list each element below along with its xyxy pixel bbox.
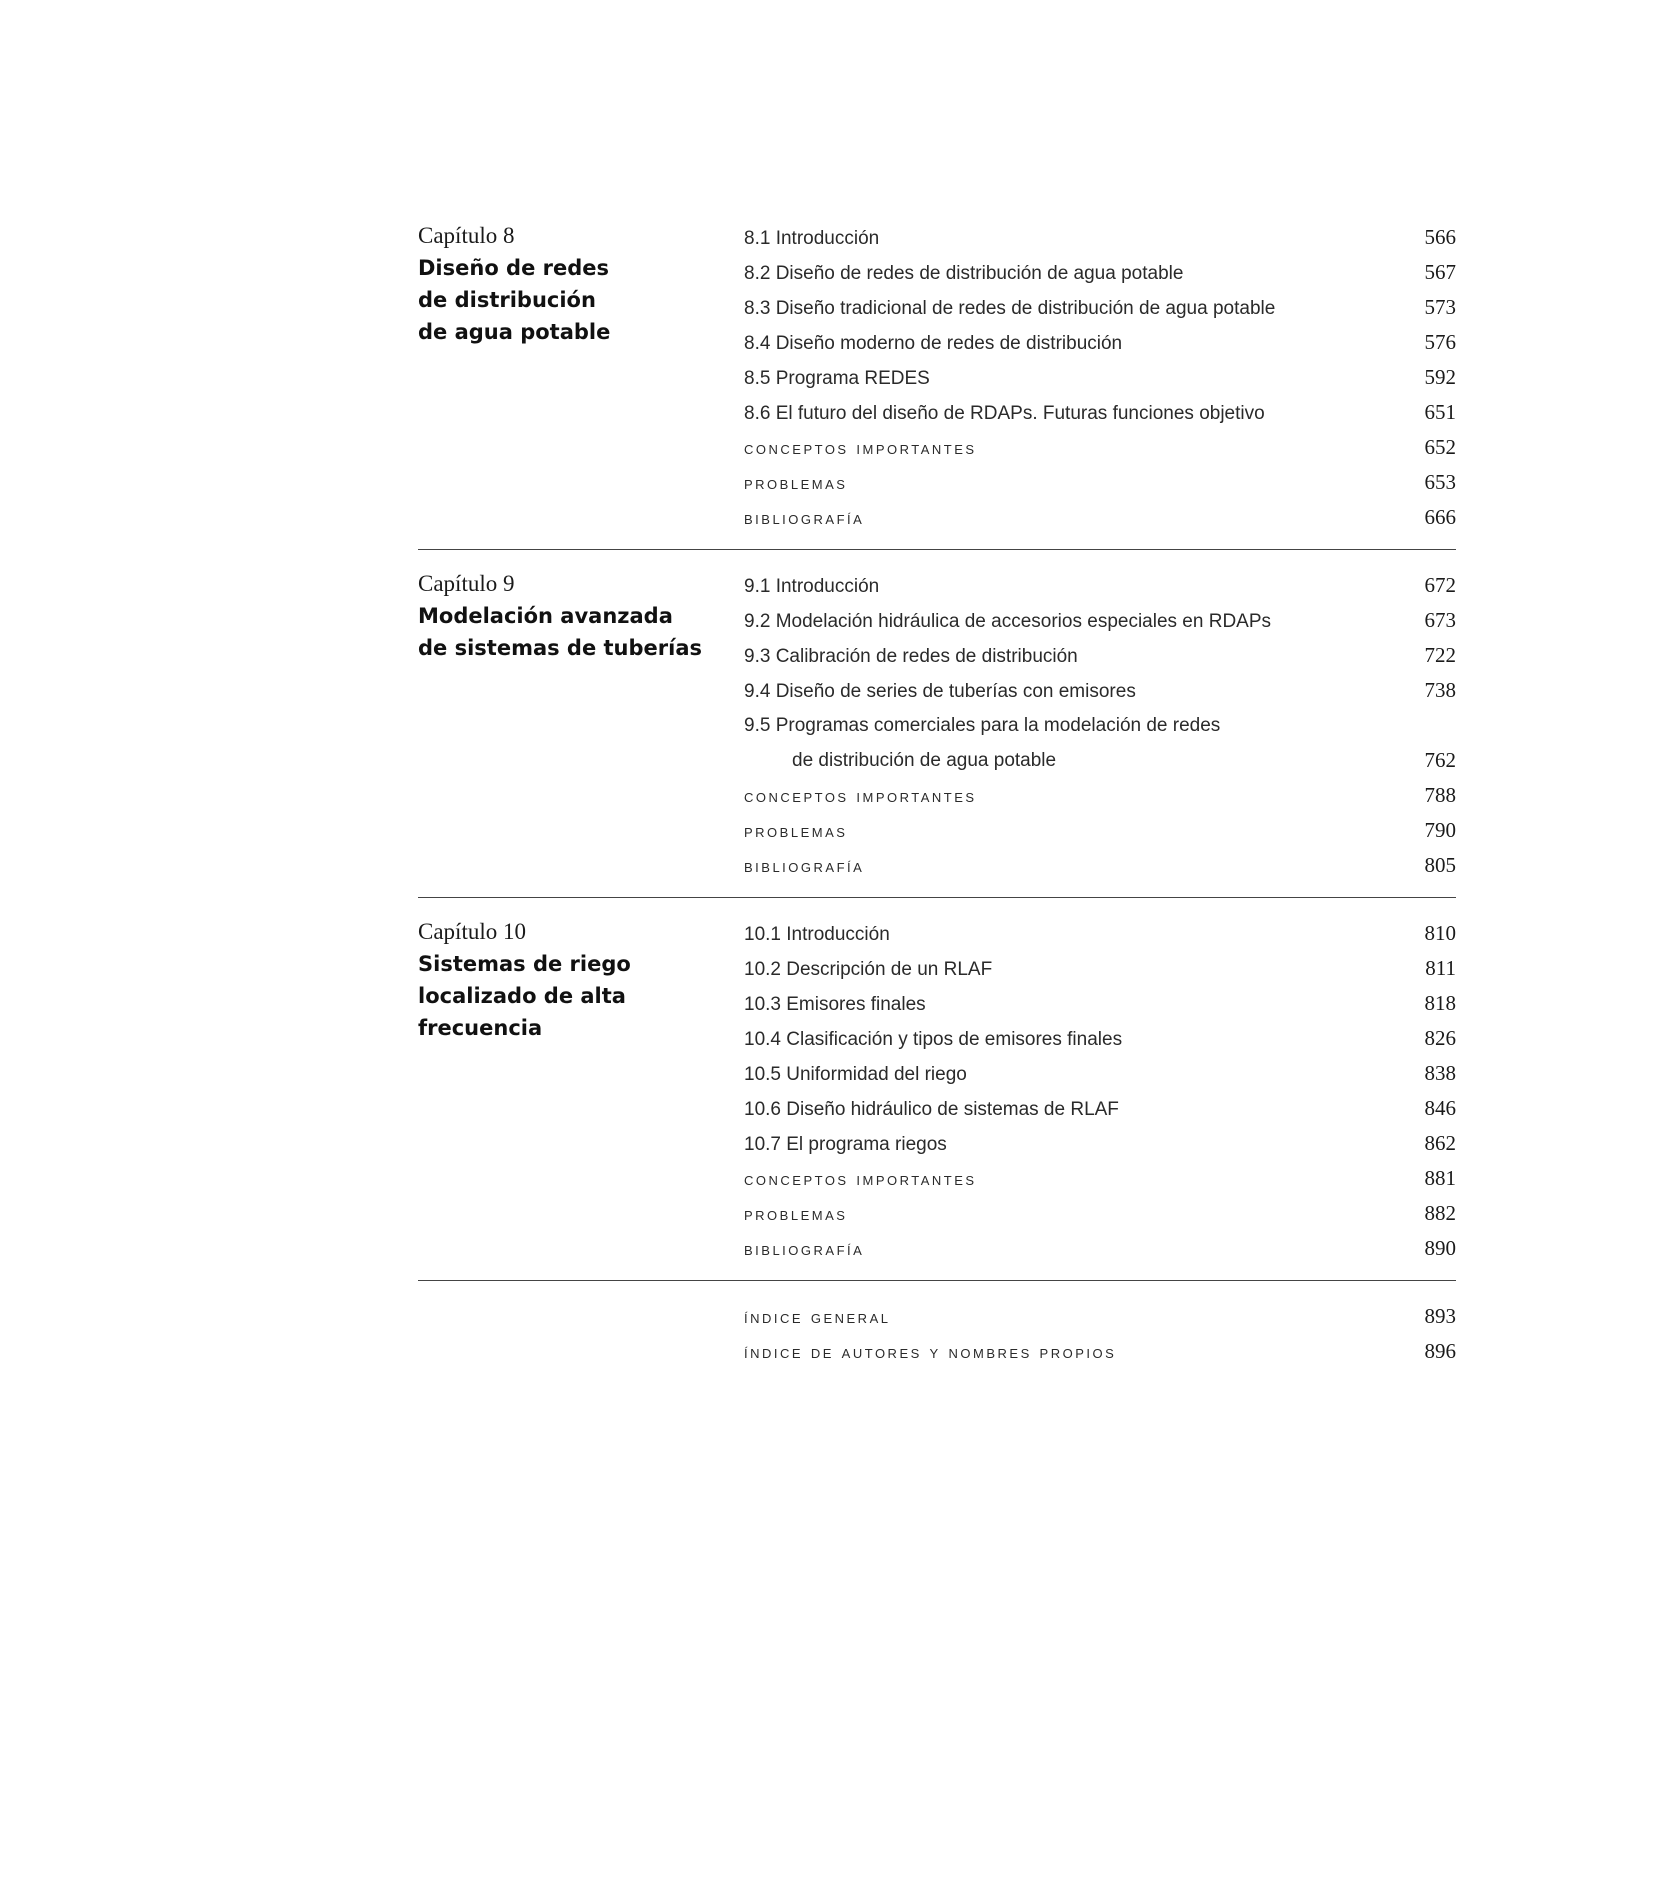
entry-title-block	[744, 708, 1220, 778]
toc-entry[interactable]	[744, 673, 1456, 708]
page-number: 673	[1424, 608, 1456, 632]
chapter-entries	[744, 220, 1456, 535]
chapter-title-line: de sistemas de tuberías	[418, 636, 703, 660]
toc-entry[interactable]	[744, 603, 1456, 638]
page-number: 882	[1424, 1201, 1456, 1225]
toc-entry[interactable]	[744, 1021, 1456, 1056]
entry-title: conceptos importantes	[744, 438, 977, 459]
toc-entry-conceptos[interactable]	[744, 1161, 1456, 1196]
toc-entry[interactable]	[744, 916, 1456, 951]
toc-entry-bibliografia[interactable]	[744, 848, 1456, 883]
entry-title: 8.5 Programa REDES	[744, 368, 930, 389]
entry-title: 9.3 Calibración de redes de distribución	[744, 646, 1078, 667]
chapter-title-line: frecuencia	[418, 1016, 543, 1040]
page-number: 862	[1424, 1131, 1456, 1155]
entry-title: 8.6 El futuro del diseño de RDAPs. Futuras funciones objetivo	[744, 403, 1265, 424]
page-number: 652	[1424, 435, 1456, 459]
toc-entry[interactable]	[744, 1056, 1456, 1091]
toc-entry-indice-general[interactable]	[744, 1299, 1456, 1334]
page-number: 826	[1424, 1026, 1456, 1050]
page-number: 810	[1424, 921, 1456, 945]
page-number: 762	[1424, 748, 1456, 772]
chapter-heading	[418, 220, 744, 535]
toc-entry-conceptos[interactable]	[744, 778, 1456, 813]
entry-title: 10.7 El programa riegos	[744, 1134, 947, 1155]
page-number: 651	[1424, 400, 1456, 424]
toc-entry[interactable]	[744, 220, 1456, 255]
page-number: 890	[1424, 1236, 1456, 1260]
toc-entry[interactable]	[744, 951, 1456, 986]
entry-title: bibliografía	[744, 508, 865, 529]
entry-title: 9.5 Programas comerciales para la modelación de redes	[744, 715, 1221, 736]
chapter-title-line: Modelación avanzada	[418, 604, 673, 628]
toc-entry-bibliografia[interactable]	[744, 500, 1456, 535]
page-number: 893	[1424, 1304, 1456, 1328]
entry-title: 8.2 Diseño de redes de distribución de agua potable	[744, 263, 1184, 284]
page-number: 666	[1424, 505, 1456, 529]
chapter-label: Capítulo 9	[418, 571, 515, 596]
entry-title-continuation: de distribución de agua potable	[792, 750, 1057, 771]
toc-entry[interactable]	[744, 255, 1456, 290]
toc-entry[interactable]	[744, 360, 1456, 395]
page-number: 881	[1424, 1166, 1456, 1190]
page-number: 672	[1424, 573, 1456, 597]
toc-entry[interactable]	[744, 1091, 1456, 1126]
chapter-heading	[418, 568, 744, 883]
chapter-8-section	[418, 218, 1456, 550]
page-number: 818	[1424, 991, 1456, 1015]
chapter-heading	[418, 916, 744, 1266]
entry-title: 9.4 Diseño de series de tuberías con emisores	[744, 681, 1136, 702]
chapter-label: Capítulo 10	[418, 919, 526, 944]
entry-title: índice de autores y nombres propios	[744, 1342, 1117, 1363]
toc-entry[interactable]	[744, 325, 1456, 360]
page-number: 738	[1424, 678, 1456, 702]
chapter-title-line: localizado de alta	[418, 984, 626, 1008]
toc-entry[interactable]	[744, 986, 1456, 1021]
toc-entry[interactable]	[744, 638, 1456, 673]
toc-entry[interactable]	[744, 395, 1456, 430]
page-number: 653	[1424, 470, 1456, 494]
page-number: 805	[1424, 853, 1456, 877]
entry-title: 8.4 Diseño moderno de redes de distribución	[744, 333, 1123, 354]
entry-title: 8.3 Diseño tradicional de redes de distribución de agua potable	[744, 298, 1276, 319]
entry-title: bibliografía	[744, 856, 865, 877]
chapter-10-section	[418, 914, 1456, 1281]
entry-title: 10.4 Clasificación y tipos de emisores finales	[744, 1029, 1123, 1050]
entry-title: bibliografía	[744, 1239, 865, 1260]
entry-title: 10.6 Diseño hidráulico de sistemas de RLAF	[744, 1099, 1119, 1120]
toc-entry-problemas[interactable]	[744, 1196, 1456, 1231]
index-section	[418, 1297, 1456, 1383]
toc-entry[interactable]	[744, 1126, 1456, 1161]
table-of-contents	[418, 218, 1456, 1399]
page-number: 592	[1424, 365, 1456, 389]
page-number: 567	[1424, 260, 1456, 284]
entry-title: problemas	[744, 821, 848, 842]
page-number: 576	[1424, 330, 1456, 354]
toc-entry-conceptos[interactable]	[744, 430, 1456, 465]
entry-title: 10.2 Descripción de un RLAF	[744, 959, 993, 980]
chapter-title-line: de distribución	[418, 288, 596, 312]
toc-entry-two-line[interactable]	[744, 708, 1456, 778]
chapter-title-line: Diseño de redes	[418, 256, 610, 280]
toc-entry-problemas[interactable]	[744, 813, 1456, 848]
toc-entry[interactable]	[744, 568, 1456, 603]
index-spacer	[418, 1299, 744, 1369]
chapter-title-line: de agua potable	[418, 320, 611, 344]
index-entries	[744, 1299, 1456, 1369]
toc-entry-bibliografia[interactable]	[744, 1231, 1456, 1266]
page-number: 846	[1424, 1096, 1456, 1120]
entry-title: 10.5 Uniformidad del riego	[744, 1064, 967, 1085]
entry-title: problemas	[744, 1204, 848, 1225]
page-number: 790	[1424, 818, 1456, 842]
page-number: 573	[1424, 295, 1456, 319]
entry-title: 10.3 Emisores finales	[744, 994, 926, 1015]
page-number: 722	[1424, 643, 1456, 667]
chapter-entries	[744, 916, 1456, 1266]
page-number: 566	[1424, 225, 1456, 249]
toc-entry-indice-autores[interactable]	[744, 1334, 1456, 1369]
entry-title: 9.1 Introducción	[744, 576, 880, 597]
entry-title: 10.1 Introducción	[744, 924, 890, 945]
entry-title: conceptos importantes	[744, 786, 977, 807]
toc-entry[interactable]	[744, 290, 1456, 325]
chapter-entries	[744, 568, 1456, 883]
chapter-label: Capítulo 8	[418, 223, 515, 248]
page-number: 811	[1425, 956, 1456, 980]
entry-title: 9.2 Modelación hidráulica de accesorios especiales en RDAPs	[744, 611, 1272, 632]
entry-title: índice general	[744, 1307, 891, 1328]
page-number: 788	[1424, 783, 1456, 807]
page-number: 896	[1424, 1339, 1456, 1363]
chapter-9-section	[418, 566, 1456, 898]
entry-title: conceptos importantes	[744, 1169, 977, 1190]
toc-entry-problemas[interactable]	[744, 465, 1456, 500]
page-number: 838	[1424, 1061, 1456, 1085]
entry-title: 8.1 Introducción	[744, 228, 880, 249]
chapter-title-line: Sistemas de riego	[418, 952, 631, 976]
entry-title: problemas	[744, 473, 848, 494]
